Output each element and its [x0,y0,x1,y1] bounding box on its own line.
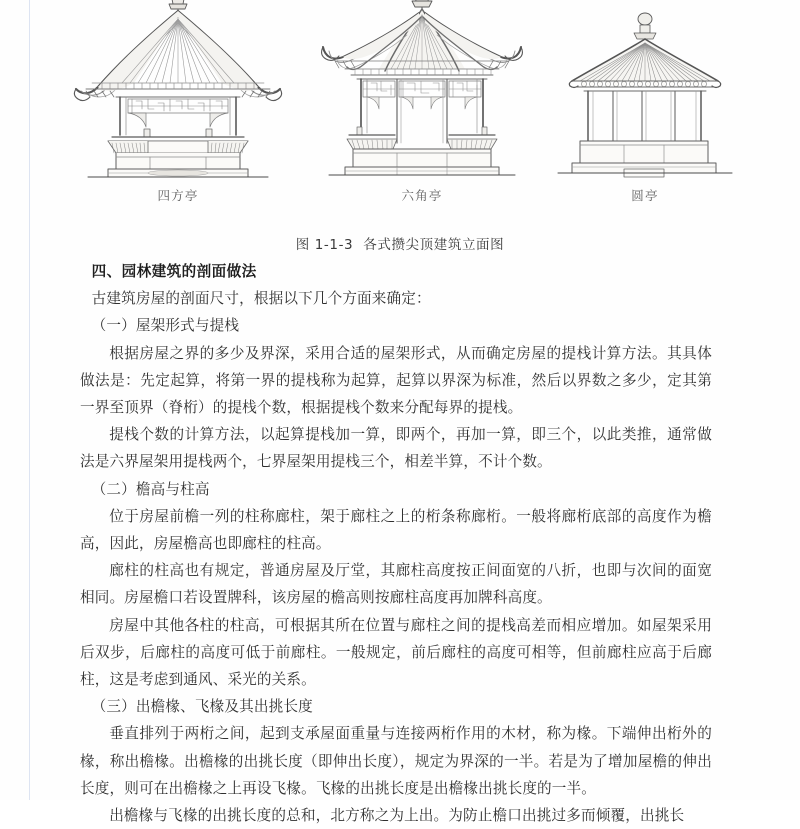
pavilion-round [550,0,740,204]
figure-illustrations-row [62,4,740,204]
body-text [80,258,712,829]
square-pavilion-drawing [62,0,294,183]
pavilion-hexagonal-label: 六角亭 [401,188,443,203]
paragraph-3: 位于房屋前檐一列的柱称廊柱，架于廊柱之上的桁条称廊桁。一般将廊桁底部的高度作为檐高，因此，房屋檐高也即廊柱的柱高。 [80,507,712,553]
lead-paragraph: 古建筑房屋的剖面尺寸，根据以下几个方面来确定： [91,290,431,308]
paragraph-1: 根据房屋之界的多少及界深，采用合适的屋架形式，从而确定房屋的提栈计算方法。其具体做法是：先定起算，将第一界的提栈称为起算，起算以界深为标准，然后以界数之多少，定其第一界至顶界（脊桁）的提栈个数，根据提栈个数来分配每界的提栈。 [80,344,712,417]
figure-caption-number: 图 1-1-3 [295,237,354,253]
figure-caption-title: 各式攒尖顶建筑立面图 [363,237,505,253]
subsection-1-title: （一）屋架形式与提栈 [91,317,240,335]
pavilion-square [62,0,294,204]
paragraph-2: 提栈个数的计算方法，以起算提栈加一算，即两个，再加一算，即三个，以此类推，通常做法是六界屋架用提栈两个，七界屋架用提栈三个，相差半算，不计个数。 [80,426,712,471]
paragraph-7: 出檐椽与飞椽的出挑长度的总和，北方称之为上出。为防止檐口出挑过多而倾覆，出挑长 [109,807,685,825]
round-pavilion-drawing [550,0,740,183]
pavilion-round-label: 圆亭 [631,188,659,203]
figure-caption [0,233,800,253]
hexagonal-pavilion-drawing [311,0,533,183]
pavilion-square-label: 四方亭 [157,188,199,203]
section-heading: 四、园林建筑的剖面做法 [91,263,257,280]
pavilion-hexagonal [311,0,533,204]
subsection-3-title: （三）出檐椽、飞椽及其出挑长度 [91,698,313,716]
paragraph-6: 垂直排列于两桁之间，起到支承屋面重量与连接两桁作用的木材，称为椽。下端伸出桁外的椽，称出檐椽。出檐椽的出挑长度（即伸出长度），规定为界深的一半。若是为了增加屋檐的伸出长度，则可在出檐椽之上再设飞椽。飞椽的出挑长度是出檐椽出挑长度的一半。 [80,725,712,797]
paragraph-4: 廊柱的柱高也有规定，普通房屋及厅堂，其廊柱高度按正间面宽的八折，也即与次间的面宽相同。房屋檐口若设置牌科，该房屋的檐高则按廊柱高度再加牌科高度。 [80,562,712,607]
figure-1-1-3 [0,4,800,254]
paragraph-5: 房屋中其他各柱的柱高，可根据其所在位置与廊柱之间的提栈高差而相应增加。如屋架采用后双步，后廊柱的高度可低于前廊柱。一般规定，前后廊柱的高度可相等，但前廊柱应高于后廊柱，这是考虑到通风、采光的关系。 [80,616,712,689]
subsection-2-title: （二）檐高与柱高 [91,480,210,498]
